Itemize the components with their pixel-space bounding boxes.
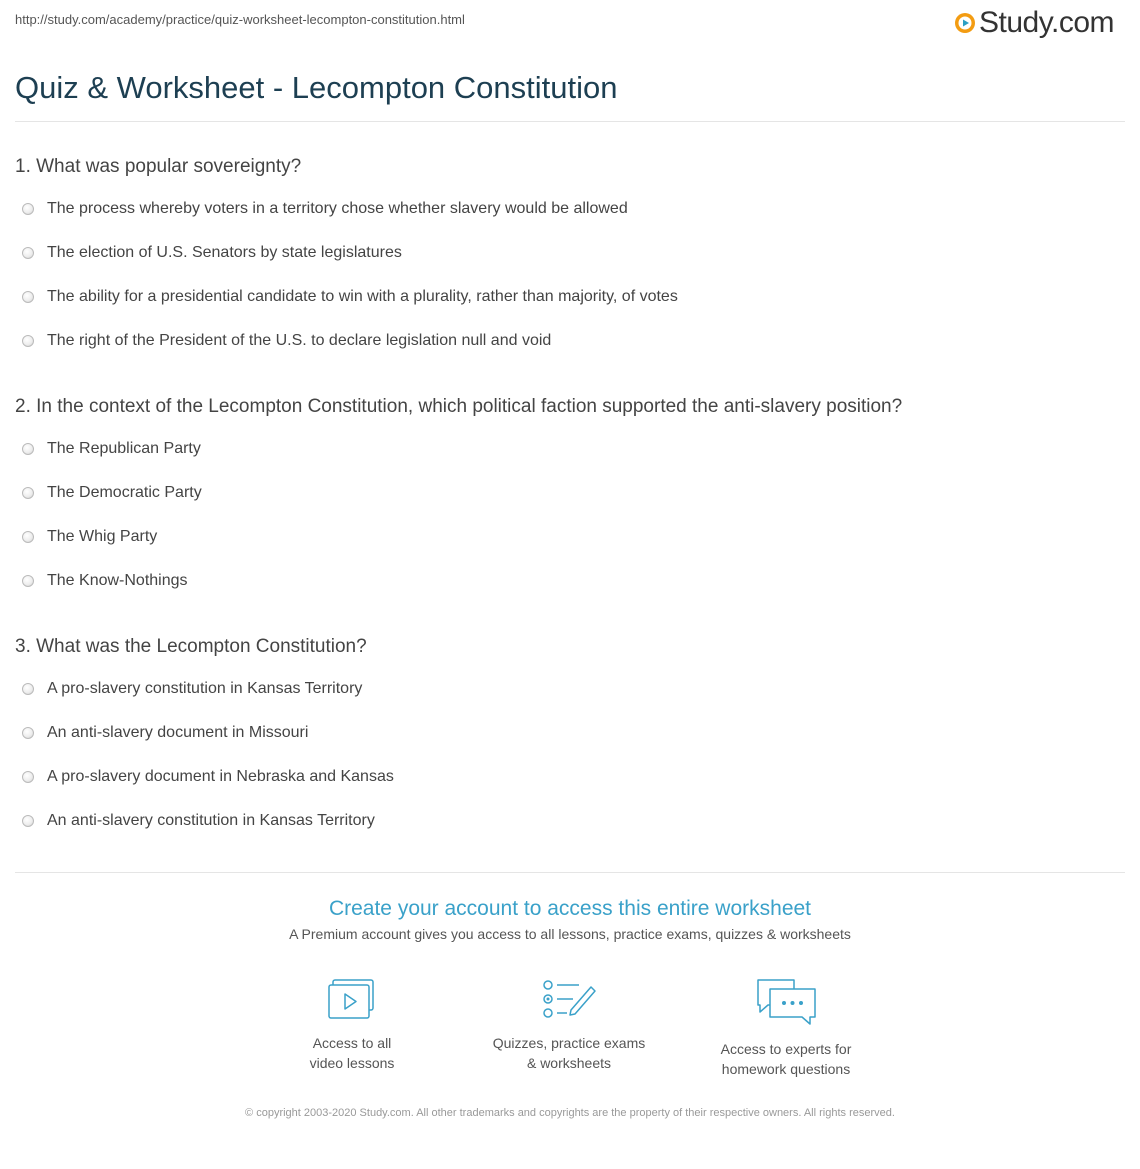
video-lessons-icon	[326, 977, 378, 1021]
quiz-checklist-icon	[541, 977, 597, 1021]
title-divider	[15, 121, 1125, 122]
answer-label: The Democratic Party	[47, 484, 202, 501]
page-url: http://study.com/academy/practice/quiz-worksheet-lecompton-constitution.html	[15, 12, 465, 27]
signup-cta-link[interactable]: Create your account to access this entire worksheet	[328, 897, 812, 920]
feature-label: Access to all video lessons	[309, 1035, 395, 1071]
page-title: Quiz & Worksheet - Lecompton Constitution	[15, 70, 618, 105]
answer-option[interactable]	[22, 484, 202, 502]
radio-button[interactable]	[22, 487, 34, 499]
answer-label: An anti-slavery constitution in Kansas Territory	[47, 812, 375, 829]
answer-option[interactable]	[22, 768, 394, 786]
radio-button[interactable]	[22, 575, 34, 587]
play-logo-icon	[954, 12, 976, 34]
answer-option[interactable]	[22, 288, 678, 306]
study-logo[interactable]	[954, 6, 1114, 40]
answer-option[interactable]	[22, 680, 362, 698]
radio-button[interactable]	[22, 335, 34, 347]
answer-label: The right of the President of the U.S. to declare legislation null and void	[47, 332, 552, 349]
radio-button[interactable]	[22, 443, 34, 455]
answer-option[interactable]	[22, 812, 375, 830]
radio-button[interactable]	[22, 531, 34, 543]
answer-label: The ability for a presidential candidate to win with a plurality, rather than majority, of votes	[47, 288, 678, 305]
radio-button[interactable]	[22, 291, 34, 303]
answer-option[interactable]	[22, 528, 157, 546]
expert-chat-icon	[754, 977, 818, 1027]
answer-label: A pro-slavery document in Nebraska and Kansas	[47, 768, 394, 785]
feature-experts	[686, 977, 886, 1079]
answer-option[interactable]	[22, 244, 402, 262]
answer-label: The Republican Party	[47, 440, 201, 457]
signup-cta-subtitle: A Premium account gives you access to all lessons, practice exams, quizzes & worksheets	[289, 926, 851, 942]
answer-option[interactable]	[22, 200, 628, 218]
copyright-text: © copyright 2003-2020 Study.com. All other trademarks and copyrights are the property of their respective owners. All rights reserved.	[245, 1107, 895, 1119]
radio-button[interactable]	[22, 203, 34, 215]
feature-label: Quizzes, practice exams & worksheets	[492, 1035, 646, 1071]
radio-button[interactable]	[22, 727, 34, 739]
section-divider	[15, 872, 1125, 873]
answer-label: The process whereby voters in a territory chose whether slavery would be allowed	[47, 200, 628, 217]
answer-option[interactable]	[22, 440, 201, 458]
answer-label: The Know-Nothings	[47, 572, 188, 589]
answer-option[interactable]	[22, 724, 308, 742]
radio-button[interactable]	[22, 815, 34, 827]
logo-text: Study.com	[979, 6, 1114, 39]
top-bar	[0, 0, 1140, 48]
answer-label: An anti-slavery document in Missouri	[47, 724, 309, 741]
question-1: 1. What was popular sovereignty?	[15, 156, 302, 177]
answer-option[interactable]	[22, 332, 551, 350]
answer-label: The Whig Party	[47, 528, 158, 545]
question-3: 3. What was the Lecompton Constitution?	[15, 636, 367, 657]
radio-button[interactable]	[22, 683, 34, 695]
feature-label: Access to experts for homework questions	[720, 1041, 852, 1077]
question-2: 2. In the context of the Lecompton Constitution, which political faction supported the anti-slavery position?	[15, 396, 903, 417]
feature-quizzes	[469, 977, 669, 1073]
answer-option[interactable]	[22, 572, 188, 590]
answer-label: A pro-slavery constitution in Kansas Territory	[47, 680, 363, 697]
feature-video-lessons	[252, 977, 452, 1073]
radio-button[interactable]	[22, 771, 34, 783]
radio-button[interactable]	[22, 247, 34, 259]
answer-label: The election of U.S. Senators by state legislatures	[47, 244, 402, 261]
